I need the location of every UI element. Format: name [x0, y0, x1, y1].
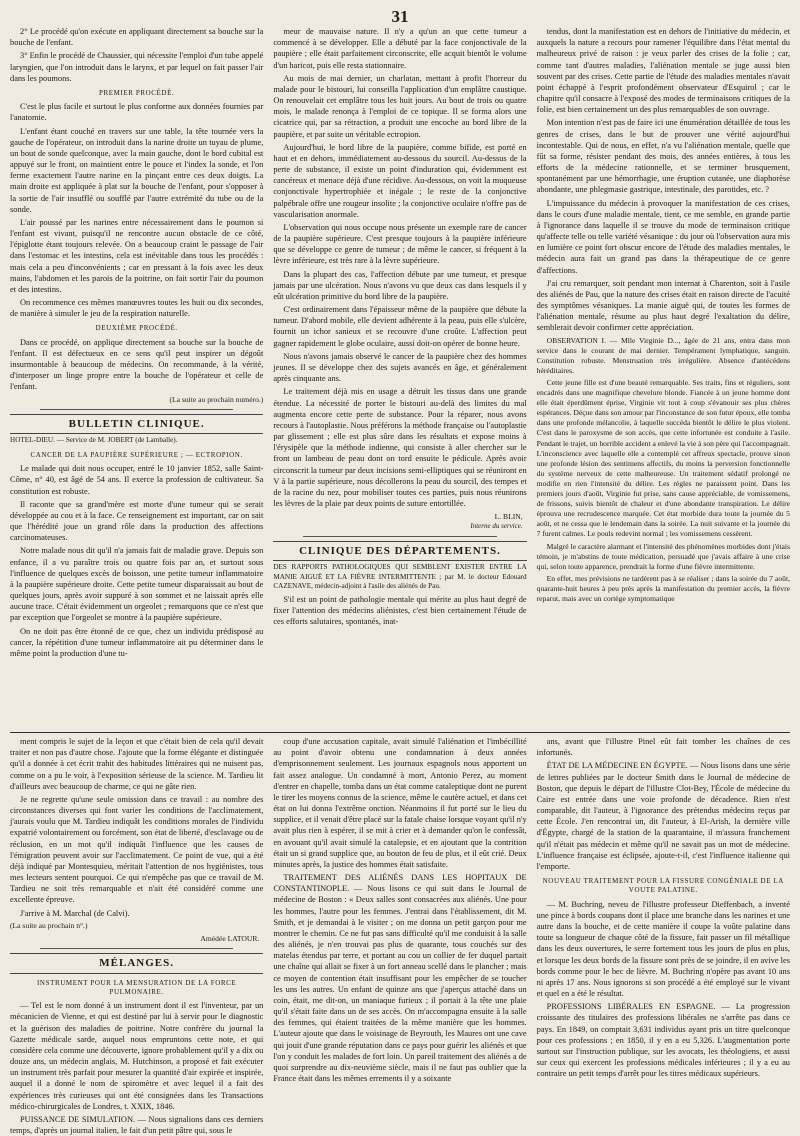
bulletin-title: MÉLANGES. [10, 953, 263, 974]
paragraph: OBSERVATION I. — Mlle Virginie D..., âgée de 21 ans, entra dans mon service dans le courant de mai dernier. Tempérament lymphatique, sanguin. Constitution robuste. Menstruation très irrégulière. Absence d'antécédens héréditaires. [536, 335, 790, 375]
paragraph: Nous n'avons jamais observé le cancer de la paupière chez des hommes jeunes. Il se développe chez des sujets avancés en âge, et généralement après cinquante ans. [273, 351, 527, 384]
paragraph: ment compris le sujet de la leçon et que c'était bien de cela qu'il devait traiter et non pas d'autre chose. J'ajoute que la forme élégante et distinguée qu'il a donnée à cet écrit trahit des habitudes littéraires qui ne nuisent pas, comme on a pu le voir, à l'exposition sérieuse de la science. M. Tardieu lit d'ailleurs avec beaucoup de charme, ce qui ne gâte rien. [10, 737, 264, 791]
paragraph: J'arrive à M. Marchal (de Calvi). [20, 908, 130, 918]
paragraph: L'air poussé par les narines entre nécessairement dans le poumon si l'enfant est vivant, puisqu'il ne rencontre aucun obstacle de ce côté, l'épiglotte étant toujours relevée. On a beaucoup craint le passage de l'air dans l'estomac et les intestins, cela est inévitable dans tous les procédés : mais cela a peu d'inconvénients ; car en pressant à la fois avec les deux mains, l'abdomen et les parois de la poitrine, on fait sortir l'air du poumon et des intestins. [10, 217, 264, 294]
paragraph: Notre malade nous dit qu'il n'a jamais fait de maladie grave. Depuis son enfance, il a vu paraître trois ou quatre fois par an, et surtout sous l'influence de quelques excès de boisson, une petite tumeur inflammatoire à la paupière supérieure droite. Cette petite tumeur disparaissait au bout de quelques jours, après avoir suppuré à son sommet et ne laissait après elle aucune trace. C'était évidemment un orgeolet ; remarquons que ce n'est que par exception que l'orgeolet se montre à la paupière supérieure. [10, 546, 264, 623]
section-heading: INSTRUMENT POUR LA MENSURATION DE LA FORCE PULMONAIRE. [37, 978, 237, 996]
paragraph: — M. Buchring, neveu de l'illustre professeur Dieffenbach, a inventé une pince à bords coupans dont il place une branche dans les narines et une autre dans la bouche, et de cette manière il coupe la voûte palatine dans toute sa longueur de chaque côté de la fissure, fait passer un fil métallique dans les deux ouvertures, le serre fortement tous les jours de plus en plus, et lorsque les deux bords de la fissure sont près de se joindre, il en avive les bords comme pour le bec de lièvre. M. Buchring n'opère pas avant 10 ans ni après 17 ans. Nous ignorons si son procédé a été employé sur le vivant et quel en a été le résultat. [536, 899, 790, 999]
upper-column-2 [273, 26, 526, 730]
section-heading: CANCER DE LA PAUPIÈRE SUPÉRIEURE ; — ECTROPION. [30, 450, 243, 459]
upper-column-1 [10, 26, 263, 730]
author-signature: Amédée LATOUR. [200, 933, 260, 943]
paragraph: L'impuissance du médecin à provoquer la manifestation de ces crises, dans le cours d'une maladie mentale, tient, ce me semble, en grande partie à l'ignorance dans laquelle il se trouve du mode de terminaison critique qu'affecte telle ou telle variété vésanique : du jour où l'observation aura mis en lumière ce point fort obscur encore de l'étude des maladies mentales, le médecin aura fait un grand pas dans la thérapeutique de ce genre d'affections. [536, 198, 790, 275]
bulletin-title: CLINIQUE DES DÉPARTEMENTS. [273, 541, 526, 562]
short-rule [303, 536, 496, 537]
paragraph: PROFESSIONS LIBÉRALES EN ESPAGNE. — La progression croissante des titulaires des professions libérales ne s'arrête pas dans ce pays. En 1849, on comptait 3,631 individus ayant pris un titre quelconque pour ces professions ; en 1850, il y en a eu 5,326. L'augmentation porte surtout sur l'instruction publique, sur les avocats, les théologiens, et aussi sur ceux qui exercent les professions médicales inférieures ; il y a eu au contraire un petit temps d'arrêt pour les titres médicaux supérieurs. [536, 1002, 790, 1079]
paragraph: Le traitement déjà mis en usage a détruit les tissus dans une grande étendue. La nécessité de porter le bistouri au-delà des limites du mal augmenta encore cette perte de substance. Pour la réparer, nous avons recours à l'autoplastie. Nous préférons la méthode française ou l'autoplastie par glissement ; elle est plus sûre dans les résultats et expose moins à l'érysipèle que la méthode indienne, qui consiste à aller chercher sur le front un lambeau de peau dont on tord ensuite le pédicule. Après avoir circonscrit la tumeur par deux incisions semi-elliptiques qui se réuniront en V à la partie supérieure, nous décollerons la peau du sourcil, des tempes et de la racine du nez, pour mobiliser toutes ces parties, puis nous réunirons les lèvres de la plaie par deux points de suture entortillée. [273, 387, 527, 509]
paragraph: Dans ce procédé, on applique directement sa bouche sur la bouche de l'enfant. Il est défectueux en ce sens qu'il peut inspirer un dégoût insurmontable à beaucoup de médecins. On recommande, à la vérité, d'interposer un linge propre entre la bouche de l'opérateur et celle de l'enfant. [10, 337, 264, 392]
source-line: DES RAPPORTS PATHOLOGIQUES QUI SEMBLENT EXISTER ENTRE LA MANIE AIGUË ET LA FIÈVRE INTERMITTENTE ; par M. le docteur Edouard CAZENAVE, médecin-adjoint à l'asile des aliénés de Pau. [273, 563, 527, 591]
paragraph: Au mois de mai dernier, un charlatan, mettant à profit l'horreur du malade pour le bistouri, lui conseilla l'application d'un emplâtre caustique. On renouvelait cet emplâtre tous les huit jours. Au bout de trois ou quatre mois, le malade renonça à l'emploi de ce topique. Il se forma alors une cicatrice qui, par sa rétraction, a produit une encoche au bord libre de la paupière, et par suite un véritable ectropion. [273, 73, 527, 139]
paragraph: Aujourd'hui, le bord libre de la paupière, comme bifide, est porté en haut et en dehors, immédiatement au-dessous du sourcil. Au-dessus de la perte de substance, il existe un point d'induration qui, évidemment est cancéreux et menace déjà d'une récidive. Au-dessous, on voit la muqueuse conjonctivale hypertrophiée et inégale ; le reste de la conjonctive palpébrale offre une rougeur insolite ; la conjonctive oculaire n'offre pas de vascularisation anormale. [273, 142, 527, 219]
lower-column-3 [537, 736, 790, 1102]
paragraph: Je ne regrette qu'une seule omission dans ce travail : au nombre des circonstances diverses qui font varier les conditions de l'acclimatement, j'aurais voulu que M. Tardieu indiquât les conditions morales de l'individu expatrié volontairement ou forcément, son état de liberté, d'esclavage ou de réclusion, en un mot qu'il indiquât l'influence que les causes de l'émigration peuvent avoir sur l'acclimatement. Ce point de vue, qui a été déjà indiqué par Montesquieu, méritait l'attention de nos hygiénistes, tous mes lecteurs sentent pourquoi. Ce qui n'empêche pas que ce travail de M. Tardieu ne soit très remarquable et n'ait été considéré comme une excellente épreuve. [10, 794, 264, 905]
lower-column-1 [10, 736, 264, 1136]
section-heading: DEUXIÈME PROCÉDÉ. [95, 324, 178, 333]
paragraph: Le malade qui doit nous occuper, entré le 10 janvier 1852, salle Saint-Côme, n° 40, est âgé de 54 ans. Il exerce la profession de cultivateur. Sa constitution est robuste. [10, 464, 264, 496]
section-divider [10, 732, 790, 733]
paragraph: On ne doit pas être étonné de ce que, chez un individu prédisposé au cancer, la répétition d'une tumeur inflammatoire ait pu déterminer dans le même point la production d'une tu- [10, 626, 264, 658]
paragraph: C'est le plus facile et surtout le plus conforme aux données fournies par l'anatomie. [10, 102, 264, 123]
author-role: Interne du service. [470, 522, 523, 531]
paragraph: Mon intention n'est pas de faire ici une énumération détaillée de tous les genres de crises, dans le but de prouver une vérité aujourd'hui incontestable. Qui de nous, en effet, n'a vu l'aliénation mentale, quelle que fût sa forme, résister pendant des mois, des années entières, à tous les efforts de la médecine rationnelle, et se terminer brusquement, spontanément par une hémorrhagie, une éruption cutanée, une diaphorèse abondante, une phlegmasie gastrique, intestinale, des parotides, etc. ? [536, 118, 790, 195]
paragraph: C'est ordinairement dans l'épaisseur même de la paupière que débute la tumeur. D'abord mobile, elle devient adhérente à la peau, puis elle s'ulcère, fournit un ichor sanieux et se recouvre d'une croûte. L'affection peut gagner rapidement le globe oculaire, aussi doit-on opérer de bonne heure. [273, 305, 527, 348]
paragraph: En effet, mes prévisions ne tardèrent pas à se réaliser ; dans la soirée du 7 août, quarante-huit heures à peu près après la manifestation du premier accès, la fièvre reparut, mais avec un cortège symptomatique [536, 573, 790, 603]
paragraph: — Tel est le nom donné à un instrument dont il est l'inventeur, par un mécanicien de Vienne, et qui est destiné par lui à servir pour le diagnostic et la guérison des maladies de poitrine. Notre confrère du journal la Gazette médicale sarde, auquel nous empruntons cette note, et qui considère cela comme une découverte, ignore probablement qu'il y a dix ou douze ans, un médecin anglais, M. Hutchinson, a proposé et fait exécuter un instrument très parfait pour mesurer la quantité d'air expirée et inspirée, auquel il a donné le nom de spiromètre et avec lequel il a fait des expériences très curieuses qui ont été consignées dans les Transactions médico-chirurgicales de Londres, t. XXIX, 1846. [10, 1001, 264, 1111]
lower-section [10, 736, 790, 1136]
author-signature: L. BLIN, [494, 512, 523, 522]
section-heading: NOUVEAU TRAITEMENT POUR LA FISSURE CONGÉNIALE DE LA VOUTE PALATINE. [542, 877, 784, 895]
paragraph: On recommence ces mêmes manœuvres toutes les huit ou dix secondes, de manière à simuler le jeu de la respiration naturelle. [10, 298, 264, 319]
upper-column-3 [537, 26, 790, 730]
paragraph: 2° Le procédé qu'on exécute en appliquant directement sa bouche sur la bouche de l'enfant. [10, 27, 264, 48]
continued-note: (La suite au prochain numéro.) [169, 394, 264, 404]
paragraph: Dans la plupart des cas, l'affection débute par une tumeur, et presque jamais par une ulcération. Nous n'avons vu que deux cas dans lesquels il y eût ulcération primitive du bord libre de la paupière. [273, 269, 527, 301]
paragraph: L'enfant étant couché en travers sur une table, la tête tournée vers la gauche de l'opérateur, on introduit dans la narine droite un tuyau de plume, un bout de sonde quelconque, avec la main gauche, dont le bord cubital est appuyé sur le front, on maintient entre le pouce et l'index la sonde, et l'on ferme exactement l'autre narine en la pinçant entre ces deux doigts. La main droite est appliquée à plat sur la bouche de l'enfant, pour s'opposer à la sortie de l'air insufflé ou soufflé par l'autre extrémité du tube ou de la sonde. [10, 126, 264, 214]
paragraph: PUISSANCE DE SIMULATION. — Nous signalions dans ces derniers temps, d'après un journal italien, le fait d'un petit pâtre qui, sous le [10, 1114, 264, 1136]
paragraph: coup d'une accusation capitale, avait simulé l'aliénation et l'imbécillité au point d'avoir obtenu une condamnation à deux années d'emprisonnement seulement. Les journaux espagnols nous apportent un fait assez analogue. Un condamné à mort, Antonio Perez, au moment d'entrer en chapelle, tomba dans un état comme cataleptique dont ne purent le tirer les moyens connus de la science, même le cautère actuel, et dans cet état on lui donna l'extrême onction. Néanmoins il fut porté sur le lieu du supplice, et il venait d'être placé sur la fatale chaise lorsque voyant qu'il n'y avait plus rien à espérer, il se mit à crier et à demander qu'on le confessât, en avouant qu'il avait simulé la catalepsie, et en ajoutant que la contrition était un si grand supplice que, au bouton de feu de plus, et il eût crié. Deux minutes après, la justice des hommes était satisfaite. [273, 737, 527, 869]
source-line: HOTEL-DIEU. — Service de M. JOBERT (de Lamballe). [10, 436, 178, 445]
page-number: 31 [391, 7, 409, 26]
paragraph: ÉTAT DE LA MÉDECINE EN ÉGYPTE. — Nous lisons dans une série de lettres publiées par le docteur Smith dans le Journal de médecine de Boston, que depuis le départ de l'illustre Clot-Bey, l'École de médecine du Caire est entrée dans une voie profonde de décadence. Rien n'est comparable, dit l'auteur, à l'ignorance des prétendus médecins reçus par cette École. J'en rencontrai un, dit l'auteur, à El-Arish, la dernière ville d'Égypte, chargé de la station de la quarantaine, il m'assura franchement qu'il n'était pas médecin et même qu'il ne savait pas un mot de médecine. L'influence française est éclipsée, ajoute-t-il, c'est l'influence italienne qui l'emporte. [536, 761, 790, 871]
paragraph: meur de mauvaise nature. Il n'y a qu'un an que cette tumeur a commencé à se développer. Elle a débuté par la face conjonctivale de la paupière ; elle était parfaitement circonscrite, elle acquit bientôt le volume d'un haricot, puis elle resta stationnaire. [273, 27, 527, 70]
paragraph: ans, avant que l'illustre Pinel eût fait tomber les chaînes de ces infortunés. [536, 737, 790, 758]
section-heading: PREMIER PROCÉDÉ. [98, 88, 175, 97]
short-rule [40, 948, 233, 949]
paragraph: L'observation qui nous occupe nous présente un exemple rare de cancer de la paupière supérieure. C'est presque toujours à la paupière inférieure que se développe ce genre de tumeur ; de même le cancer, si fréquent à la lèvre inférieure, est très rare à la lèvre supérieure. [273, 222, 527, 266]
bulletin-title: BULLETIN CLINIQUE. [10, 414, 263, 435]
lower-column-2 [273, 736, 526, 1102]
continued-note: (La suite au prochain n°.) [10, 920, 88, 930]
short-rule [40, 409, 233, 410]
paragraph: tendus, dont la manifestation est en dehors de l'initiative du médecin, et auxquels la nature a recours pour ramener l'équilibre dans l'état mental du malheureux privé de raison : je veux parler des crises de la folie ; car, comme tant d'autres maladies, l'aliénation mentale se juge aussi bien souvent par des crises. Cette partie de l'étude des maladies mentales n'avait point échappé à l'esprit profondément observateur d'Esquirol ; car le chapitre qu'il consacre à l'exposé des modes de terminaisons critiques de la folie, est bien certainement un des plus remarquables de son ouvrage. [536, 27, 790, 115]
paragraph: Malgré le caractère alarmant et l'intensité des phénomènes morbides dont j'étais témoin, je m'abstins de toute médication, persuadé que j'avais affaire à une crise qui, selon toute apparence, prendrait la forme d'une fièvre intermittente. [536, 541, 790, 571]
paragraph: Il raconte que sa grand'mère est morte d'une tumeur qui se serait développée au cou et à la face. Ce renseignement est important, car on sait que l'hérédité joue un grand rôle dans la production des affections carcinomateuses. [10, 499, 264, 543]
paragraph: TRAITEMENT DES ALIÉNÉS DANS LES HOPITAUX DE CONSTANTINOPLE. — Nous lisons ce qui suit dans le Journal de médecine de Boston : « Deux salles sont consacrées aux aliénés. Une pour les hommes, l'autre pour les femmes. J'entrai dans l'établissement, dit M. Smith, et je demandai à le visiter ; on me donna un petit garçon pour me montrer le chemin. Ce ne fut pas sans difficulté qu'il me conduisit à la salle des aliénés, je n'en trouvai pas plus de quarante, tous couchés sur des matelas étendus par terre, et portant au cou un collier de fer duquel partait une chaîne qui allait se fixer à un fort anneau scellé dans le plancher ; mais ce moyen de contention était insuffisant pour les empêcher de se toucher les uns les autres. Un enfant de quinze ans que j'aperçus attaché dans un coin, était, me dit-on, un maniaque furieux ; il portait à la tête une plaie qu'il s'était faite dans un de ses accès. On m'accompagna ensuite à la salle des femmes, qui étaient traitées de la même manière que les hommes. L'auteur ajoute que dans le voisinage de Beyrouth, les Maures ont une cave qui jouit d'une grande réputation dans ce pays pour guérir les aliénés et que l'on y conduit les malades de fort loin. Un pareil traitement des aliénés a de quoi surprendre au dix-neuvième siècle, mais il ne faut pas oublier que la France était dans les mêmes errements il y a soixante [273, 873, 527, 1084]
paragraph: J'ai cru remarquer, soit pendant mon internat à Charenton, soit à l'asile des aliénés de Pau, que la nature des crises était en raison directe de l'acuité des symptômes vésaniques. La manie aiguë qui, de toutes les formes de l'aliénation mentale, résume au plus haut degré l'exaltation du délire, semblerait devoir confirmer cette appréciation. [536, 278, 790, 333]
paragraph: Cette jeune fille est d'une beauté remarquable. Ses traits, fins et réguliers, sont encadrés dans une magnifique chevelure blonde. Fiancée à un jeune homme dont elle était éperdûment éprise, Virginie vit tout à coup s'évanouir ses plus chères espérances. Déçue dans son amour par l'inconstance de son futur époux, elle tomba dans une profonde mélancolie, à laquelle succéda bientôt le délire le plus violent. C'est dans le paroxysme de son accès, que cette infortunée est conduite à l'asile. Pendant le trajet, un horrible accident a enlevé la vie à son père qui l'accompagnait. L'inconscience avec laquelle elle a contemplé cet affreux spectacle, prouve sinon une profonde lésion des sentimens affectifs, du moins la perversion fonctionnelle du système nerveux de cette malheureuse. Un traitement sédatif prolongé ne modifie en rien l'intensité du délire. Les règles ne paraissent point. Dans les premiers jours d'août, Virginie fut prise, sans cause appréciable, de vomissemens, de frissons, suivis bientôt de chaleur et d'une abondante transpiration. Le délire éprouva une recrudescence marquée. Cet état morbide dura toute la journée du 5 août, et ne cessa que le lendemain dans la soirée. La nuit suivante et la journée du 7 furent calmes. Le pouls redevint normal ; les vomissemens cessèrent. [536, 378, 790, 539]
upper-section [10, 26, 790, 730]
paragraph: 3° Enfin le procédé de Chaussier, qui nécessite l'emploi d'un tube appelé laryngien, que l'on introduit dans le larynx, et par lequel on fait passer l'air dans les poumons. [10, 51, 264, 83]
paragraph: S'il est un point de pathologie mentale qui mérite au plus haut degré de fixer l'attention des médecins aliénistes, c'est bien certainement l'étude de ces efforts salutaires, spontanés, inat- [273, 594, 527, 627]
